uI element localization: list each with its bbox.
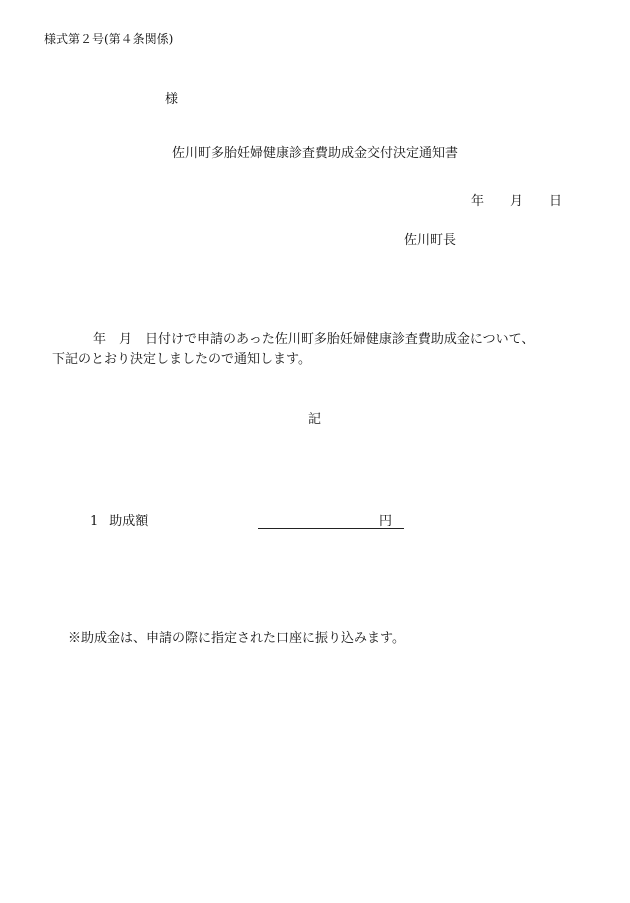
issuer: 佐川町長	[404, 233, 457, 248]
body-line-1	[93, 333, 534, 346]
body-line1-rest: 日付けで申請のあった佐川町多胎妊婦健康診査費助成金について、	[145, 332, 535, 347]
date-year: 年	[471, 194, 485, 209]
transfer-note: ※助成金は、申請の際に指定された口座に振り込みます。	[68, 631, 405, 646]
item-number: 1	[90, 514, 99, 529]
document-title: 佐川町多胎妊婦健康診査費助成金交付決定通知書	[171, 146, 458, 161]
date-month: 月	[510, 194, 524, 209]
amount-unit: 円	[379, 514, 393, 529]
form-number: 様式第２号(第４条関係)	[44, 32, 174, 46]
date-line	[471, 195, 562, 208]
item-label: 助成額	[109, 514, 149, 529]
ki-heading: 記	[308, 412, 322, 427]
body-month: 月	[119, 332, 133, 347]
date-day: 日	[549, 194, 563, 209]
body-line-2: 下記のとおり決定しましたので通知します。	[52, 352, 311, 367]
body-year: 年	[93, 332, 107, 347]
addressee-suffix: 様	[165, 92, 179, 107]
item-grant-amount	[90, 515, 148, 528]
